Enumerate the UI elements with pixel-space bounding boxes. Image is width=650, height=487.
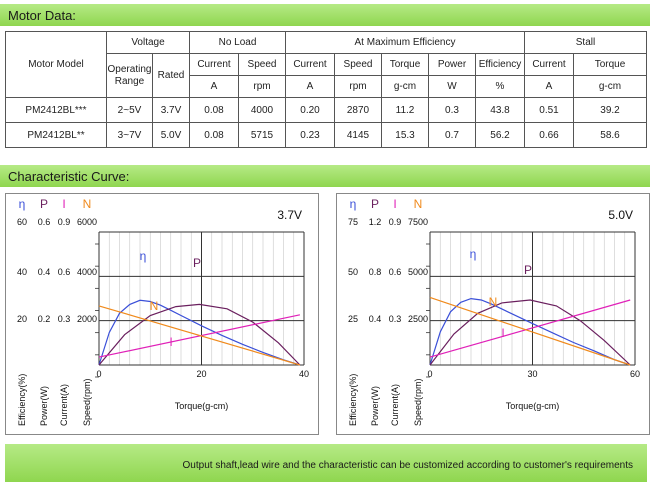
- y-tick-label: 20: [16, 314, 28, 324]
- y-tick-label: 7500: [407, 217, 429, 227]
- axis-label: Speed(rpm): [82, 378, 92, 426]
- y-tick-label: 40: [16, 267, 28, 277]
- header-noload-current: Current: [190, 54, 239, 76]
- chart-5v0: [337, 194, 649, 434]
- header-maxeff-efficiency: Efficiency: [476, 54, 525, 76]
- series-label: N: [149, 299, 159, 313]
- header-rated: Rated: [153, 54, 190, 98]
- x-tick-label: 20: [196, 369, 207, 379]
- table-cell: PM2412BL**: [6, 123, 107, 148]
- characteristic-curve-banner: [0, 165, 650, 187]
- table-cell: 2870: [335, 98, 382, 123]
- table-cell: 3.7V: [153, 98, 190, 123]
- table-cell: 0.08: [190, 98, 239, 123]
- table-cell: PM2412BL***: [6, 98, 107, 123]
- x-axis-label: Torque(g-cm): [505, 401, 560, 411]
- header-maxeff-speed: Speed: [335, 54, 382, 76]
- y-tick-label: 0.3: [388, 314, 402, 324]
- table-cell: 2~5V: [107, 98, 153, 123]
- axis-label: Current(A): [390, 383, 400, 426]
- x-tick-label: 60: [629, 369, 641, 379]
- table-cell: 3~7V: [107, 123, 153, 148]
- table-row: [6, 98, 647, 123]
- axis-symbol: η: [349, 197, 357, 211]
- y-tick-label: 2000: [76, 314, 98, 324]
- header-voltage: Voltage: [107, 32, 190, 54]
- series-label: η: [469, 247, 477, 261]
- header-stall-torque: Torque: [574, 54, 647, 76]
- series-label: P: [192, 256, 202, 270]
- table-cell: 4000: [239, 98, 286, 123]
- axis-label: Speed(rpm): [413, 378, 423, 426]
- y-tick-label: 2500: [407, 314, 429, 324]
- header-maxeff-power: Power: [429, 54, 476, 76]
- y-tick-label: 6000: [76, 217, 98, 227]
- unit-stall-current: A: [525, 76, 574, 98]
- x-tick-label: 30: [527, 369, 538, 379]
- table-cell: 0.23: [286, 123, 335, 148]
- axis-label: Efficiency(%): [348, 373, 358, 426]
- unit-maxeff-power: W: [429, 76, 476, 98]
- unit-noload-current: A: [190, 76, 239, 98]
- table-cell: 5.0V: [153, 123, 190, 148]
- unit-maxeff-speed: rpm: [335, 76, 382, 98]
- unit-noload-speed: rpm: [239, 76, 286, 98]
- y-tick-label: 0.6: [57, 267, 71, 277]
- unit-maxeff-efficiency: %: [476, 76, 525, 98]
- header-stall-current: Current: [525, 54, 574, 76]
- axis-symbol: η: [18, 197, 26, 211]
- axis-label: Efficiency(%): [17, 373, 27, 426]
- chart-title: 3.7V: [277, 208, 302, 222]
- table-cell: 58.6: [574, 123, 647, 148]
- header-operating-range: Operating Range: [107, 54, 153, 98]
- y-tick-label: 0.8: [368, 267, 382, 277]
- y-tick-label: 0.9: [388, 217, 402, 227]
- characteristic-curve-heading: Characteristic Curve:: [8, 169, 130, 184]
- axis-symbol: I: [62, 197, 66, 211]
- y-tick-label: 0.6: [388, 267, 402, 277]
- y-tick-label: 1.2: [368, 217, 382, 227]
- header-maxeff-torque: Torque: [382, 54, 429, 76]
- y-tick-label: 0.3: [57, 314, 71, 324]
- series-label: I: [501, 326, 505, 340]
- table-cell: 0.66: [525, 123, 574, 148]
- table-cell: 0.3: [429, 98, 476, 123]
- header-noload-speed: Speed: [239, 54, 286, 76]
- y-tick-label: 25: [347, 314, 359, 324]
- table-cell: 5715: [239, 123, 286, 148]
- y-tick-label: 5000: [407, 267, 429, 277]
- table-row: [6, 123, 647, 148]
- series-label: η: [139, 249, 147, 263]
- chart-panel-5v0: [336, 193, 650, 435]
- chart-panel-3v7: [5, 193, 319, 435]
- table-cell: 0.51: [525, 98, 574, 123]
- series-label: N: [488, 295, 498, 309]
- axis-symbol: P: [39, 197, 49, 211]
- y-tick-label: 0.2: [37, 314, 51, 324]
- y-tick-label: 75: [347, 217, 359, 227]
- table-cell: 11.2: [382, 98, 429, 123]
- table-cell: 4145: [335, 123, 382, 148]
- y-tick-label: 4000: [76, 267, 98, 277]
- axis-label: Power(W): [370, 386, 380, 426]
- series-line-0: [99, 300, 300, 365]
- chart-3v7: [6, 194, 318, 434]
- motor-data-table: [5, 31, 647, 148]
- y-tick-label: 0.4: [37, 267, 51, 277]
- motor-data-heading: Motor Data:: [8, 8, 76, 23]
- header-maxeff-current: Current: [286, 54, 335, 76]
- y-tick-label: 60: [16, 217, 28, 227]
- y-tick-label: 0.4: [368, 314, 382, 324]
- header-motor-model: Motor Model: [6, 32, 107, 98]
- header-no-load: No Load: [190, 32, 286, 54]
- chart-title: 5.0V: [608, 208, 633, 222]
- header-stall: Stall: [525, 32, 647, 54]
- header-max-efficiency: At Maximum Efficiency: [286, 32, 525, 54]
- unit-stall-torque: g-cm: [574, 76, 647, 98]
- axis-symbol: P: [370, 197, 380, 211]
- y-tick-label: 0.6: [37, 217, 51, 227]
- x-tick-label: 40: [298, 369, 310, 379]
- unit-maxeff-torque: g-cm: [382, 76, 429, 98]
- axis-label: Power(W): [39, 386, 49, 426]
- footer-note: Output shaft,lead wire and the characteristic can be customized according to customer's requirements: [182, 460, 633, 471]
- x-tick-label: 0: [96, 369, 102, 379]
- axis-symbol: N: [82, 197, 92, 211]
- axis-symbol: I: [393, 197, 397, 211]
- table-cell: 0.7: [429, 123, 476, 148]
- table-cell: 39.2: [574, 98, 647, 123]
- table-cell: 0.08: [190, 123, 239, 148]
- table-cell: 43.8: [476, 98, 525, 123]
- series-label: I: [169, 335, 173, 349]
- table-cell: 15.3: [382, 123, 429, 148]
- axis-symbol: N: [413, 197, 423, 211]
- unit-maxeff-current: A: [286, 76, 335, 98]
- x-axis-label: Torque(g-cm): [174, 401, 229, 411]
- motor-data-banner: [0, 4, 650, 26]
- y-tick-label: 0.9: [57, 217, 71, 227]
- x-tick-label: 0: [427, 369, 433, 379]
- series-line-3: [430, 297, 630, 365]
- axis-label: Current(A): [59, 383, 69, 426]
- series-label: P: [523, 263, 533, 277]
- footer-banner: [5, 444, 647, 482]
- table-cell: 56.2: [476, 123, 525, 148]
- table-cell: 0.20: [286, 98, 335, 123]
- y-tick-label: 50: [347, 267, 359, 277]
